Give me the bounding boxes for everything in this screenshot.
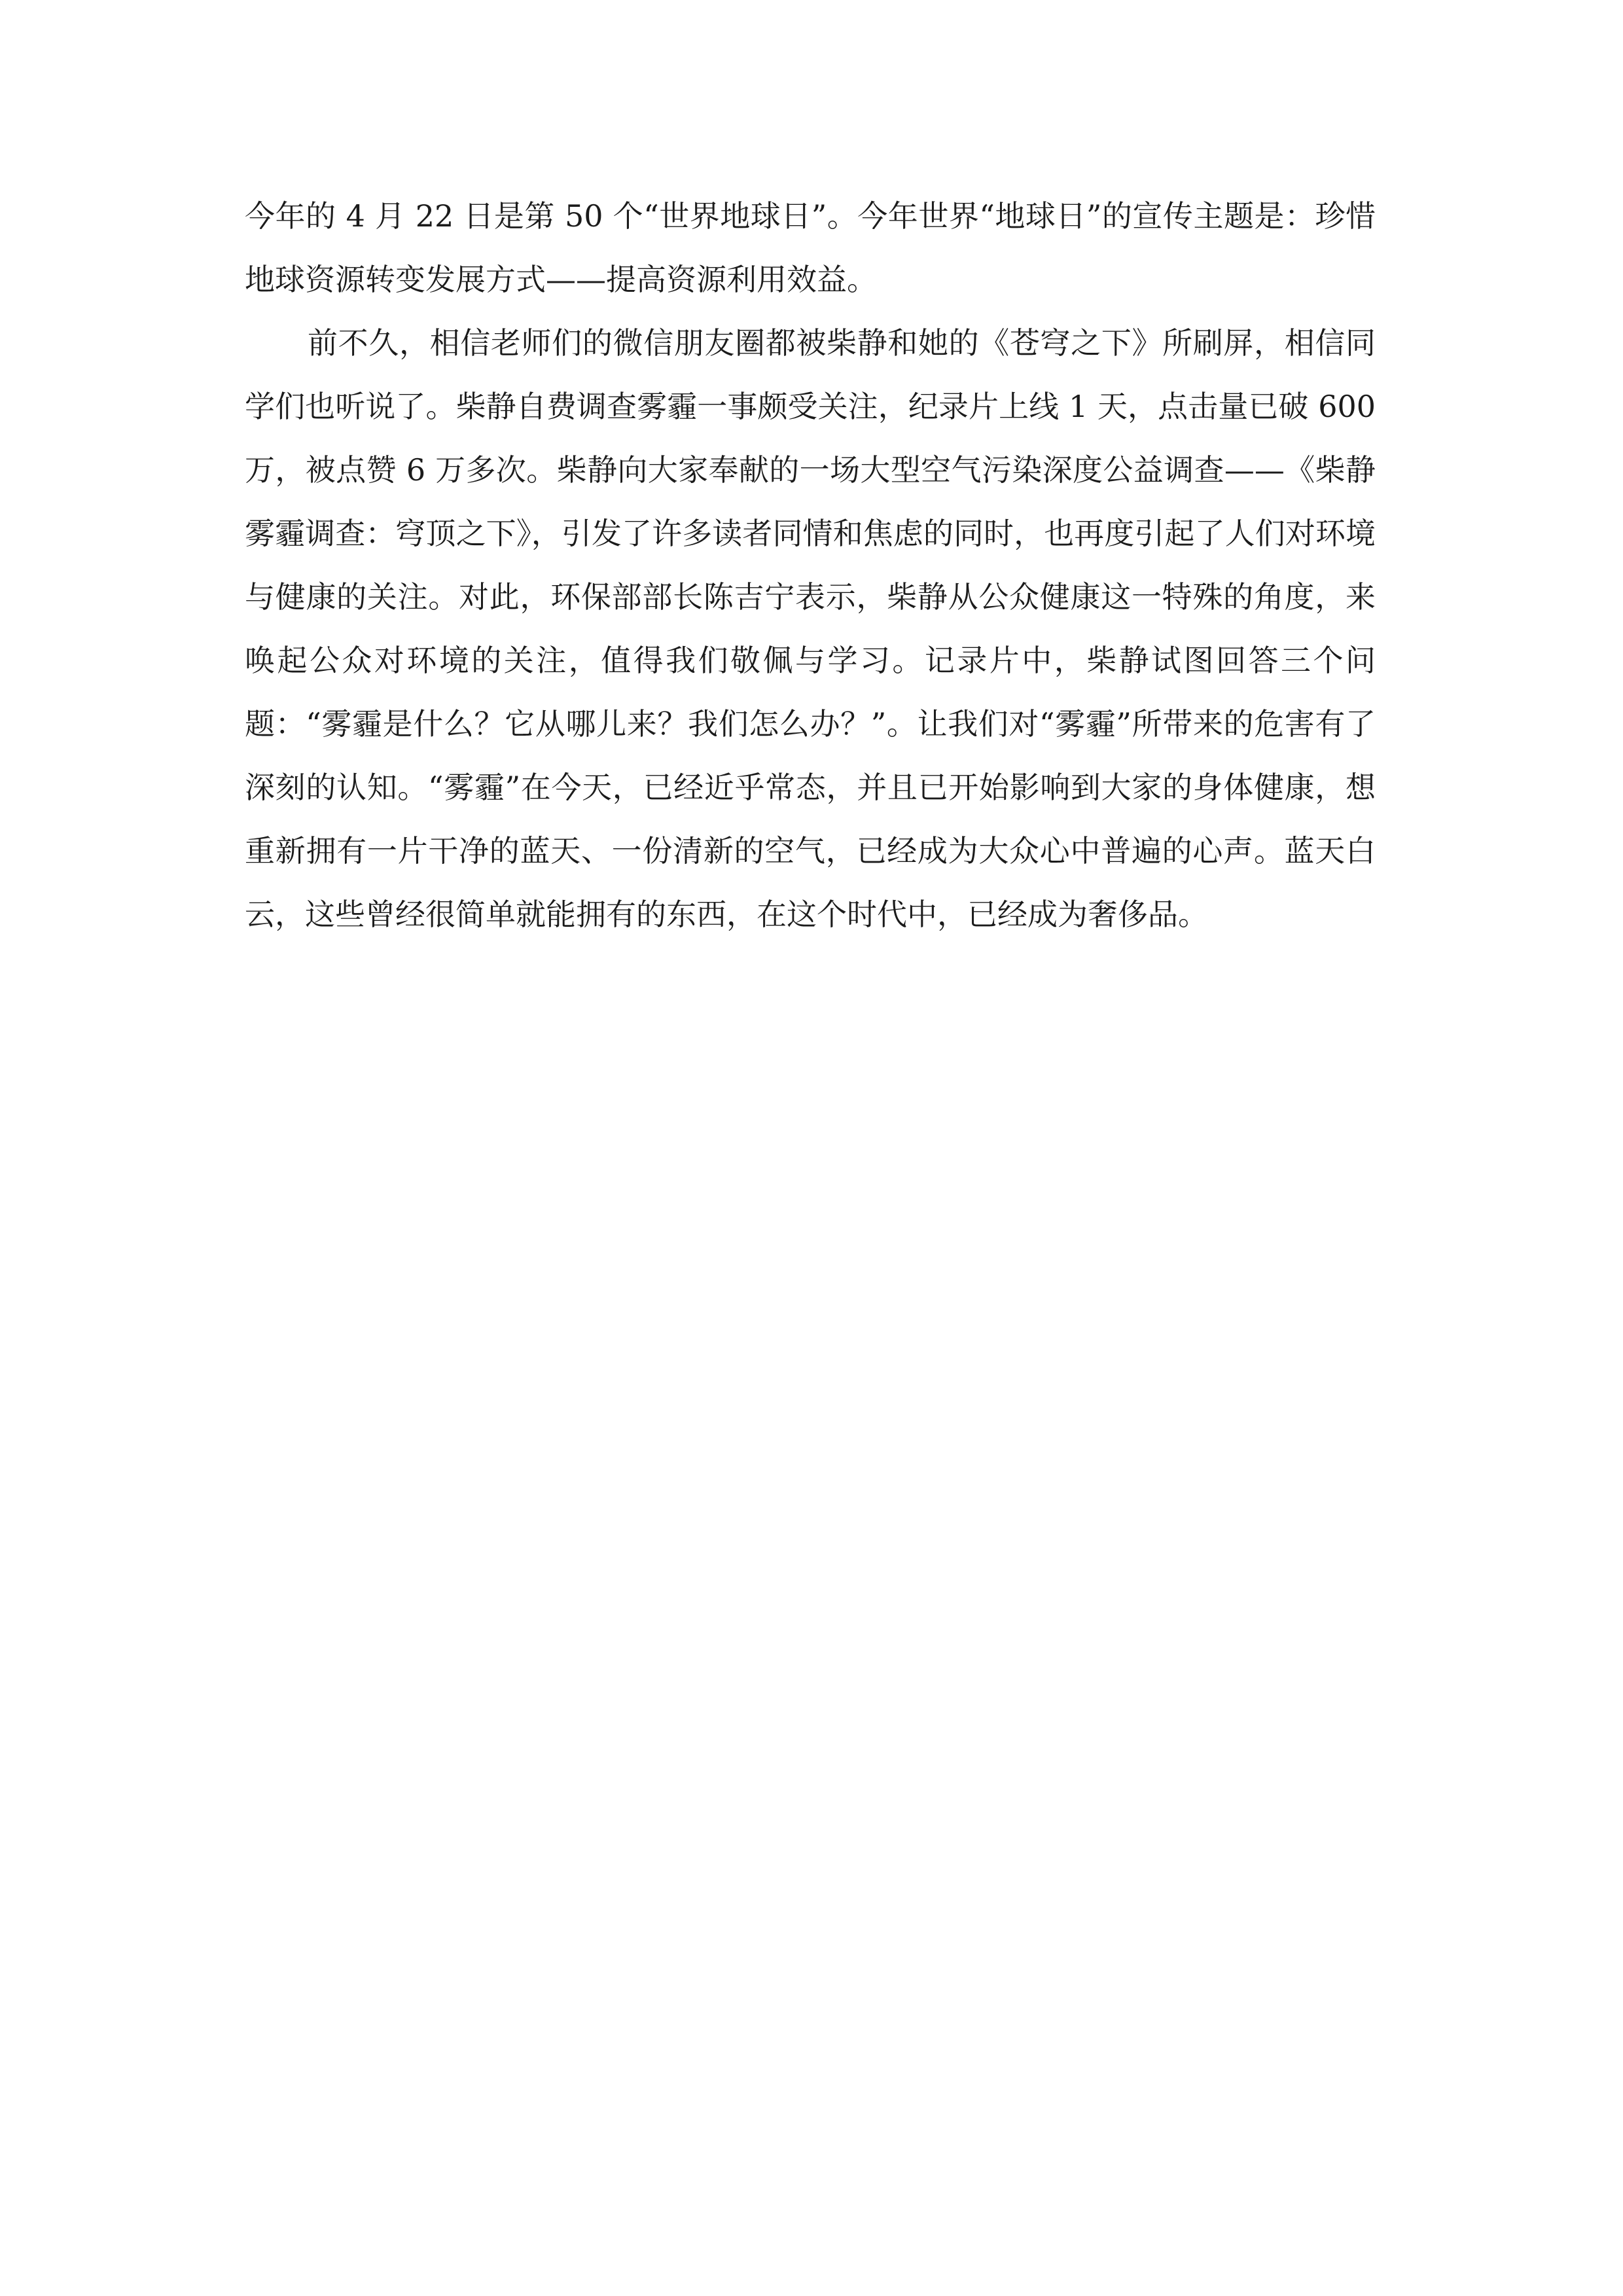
paragraph-2: 前不久，相信老师们的微信朋友圈都被柴静和她的《苍穹之下》所刷屏，相信同学们也听说了。柴静自费调查雾霾一事颇受关注，纪录片上线 1 天，点击量已破 600 万，被点赞 6 万多次。柴静向大家奉献的一场大型空气污染深度公益调查——《柴静雾霾调查：穹顶之下》，引发了许多读者同情和焦虑的同时，也再度引起了人们对环境与健康的关注。对此，环保部部长陈吉宁表示，柴静从公众健康这一特殊的角度，来唤起公众对环境的关注，值得我们敬佩与学习。记录片中，柴静试图回答三个问题：“雾霾是什么？它从哪儿来？我们怎么办？”。让我们对“雾霾”所带来的危害有了深刻的认知。“雾霾”在今天，已经近乎常态，并且已开始影响到大家的身体健康，想重新拥有一片干净的蓝天、一份清新的空气，已经成为大众心中普遍的心声。蓝天白云，这些曾经很简单就能拥有的东西，在这个时代中，已经成为奢侈品。 — [245, 325, 1376, 932]
document-page — [245, 185, 1376, 946]
paragraph-1: 今年的 4 月 22 日是第 50 个“世界地球日”。今年世界“地球日”的宣传主题是：珍惜地球资源转变发展方式——提高资源利用效益。 — [245, 198, 1376, 297]
